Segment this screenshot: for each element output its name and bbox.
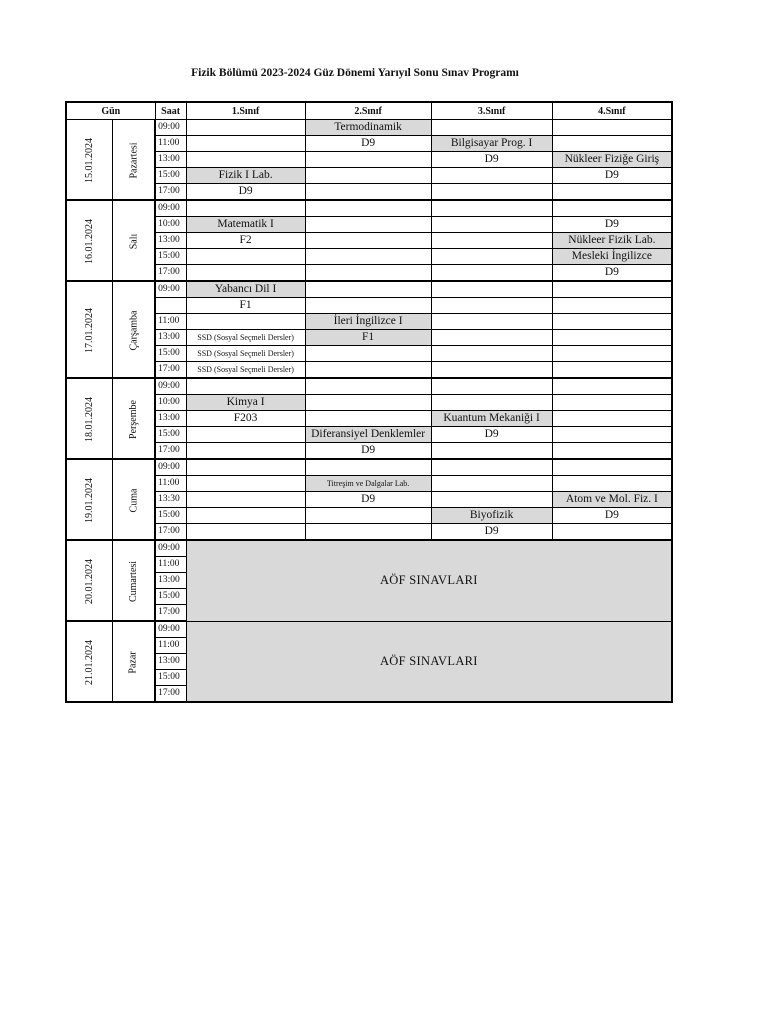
- empty-cell: [431, 395, 552, 411]
- exam-cell: Biyofizik: [431, 508, 552, 524]
- empty-cell: [305, 184, 431, 201]
- day-name: Perşembe: [128, 400, 140, 439]
- empty-cell: [431, 265, 552, 282]
- exam-cell: Yabancı Dil I: [186, 281, 305, 298]
- empty-cell: [186, 378, 305, 395]
- exam-cell: D9: [552, 217, 672, 233]
- schedule-row: [66, 492, 672, 508]
- empty-cell: [305, 281, 431, 298]
- empty-cell: [305, 395, 431, 411]
- time-cell: 13:00: [155, 573, 186, 589]
- time-cell: 17:00: [155, 362, 186, 379]
- empty-cell: [305, 168, 431, 184]
- empty-cell: [552, 427, 672, 443]
- exam-cell: Matematik I: [186, 217, 305, 233]
- time-cell: 13:00: [155, 233, 186, 249]
- exam-schedule-table: [65, 101, 673, 703]
- time-cell: 10:00: [155, 395, 186, 411]
- empty-cell: [431, 314, 552, 330]
- day-date: 19.01.2024: [84, 478, 95, 523]
- time-cell: 15:00: [155, 346, 186, 362]
- schedule-row: [66, 330, 672, 346]
- exam-cell: Titreşim ve Dalgalar Lab.: [305, 476, 431, 492]
- time-cell: 17:00: [155, 605, 186, 622]
- exam-cell: D9: [431, 524, 552, 541]
- class-header: 2.Sınıf: [305, 102, 431, 120]
- schedule-row: [66, 378, 672, 395]
- aof-exams-cell: AÖF SINAVLARI: [186, 540, 672, 621]
- empty-cell: [305, 265, 431, 282]
- exam-cell: Kuantum Mekaniği I: [431, 411, 552, 427]
- day-date-cell: [66, 120, 113, 201]
- day-name-cell: [113, 200, 156, 281]
- empty-cell: [186, 427, 305, 443]
- empty-cell: [186, 443, 305, 460]
- empty-cell: [552, 281, 672, 298]
- exam-cell: D9: [305, 443, 431, 460]
- empty-cell: [431, 168, 552, 184]
- day-name: Salı: [128, 233, 140, 250]
- exam-cell: SSD (Sosyal Seçmeli Dersler): [186, 330, 305, 346]
- exam-cell: D9: [305, 136, 431, 152]
- time-cell: 17:00: [155, 443, 186, 460]
- schedule-row: [66, 427, 672, 443]
- time-cell: 13:00: [155, 152, 186, 168]
- empty-cell: [431, 378, 552, 395]
- day-date: 18.01.2024: [84, 397, 95, 442]
- exam-cell: Diferansiyel Denklemler: [305, 427, 431, 443]
- exam-cell: D9: [552, 508, 672, 524]
- empty-cell: [305, 411, 431, 427]
- empty-cell: [186, 524, 305, 541]
- schedule-row: [66, 621, 672, 638]
- time-cell: 09:00: [155, 120, 186, 136]
- empty-cell: [186, 459, 305, 476]
- empty-cell: [305, 459, 431, 476]
- day-date: 16.01.2024: [84, 219, 95, 264]
- empty-cell: [552, 314, 672, 330]
- time-cell: 11:00: [155, 557, 186, 573]
- time-cell: 17:00: [155, 265, 186, 282]
- day-date-cell: [66, 378, 113, 459]
- empty-cell: [552, 330, 672, 346]
- exam-cell: SSD (Sosyal Seçmeli Dersler): [186, 346, 305, 362]
- time-cell: 11:00: [155, 314, 186, 330]
- empty-cell: [431, 184, 552, 201]
- day-name: Pazartesi: [128, 142, 140, 179]
- empty-cell: [431, 492, 552, 508]
- empty-cell: [431, 330, 552, 346]
- class-header: 4.Sınıf: [552, 102, 672, 120]
- empty-cell: [305, 362, 431, 379]
- exam-cell: D9: [552, 168, 672, 184]
- day-name: Cumartesi: [128, 560, 140, 603]
- schedule-row: [66, 459, 672, 476]
- schedule-row: [66, 152, 672, 168]
- time-cell: 09:00: [155, 378, 186, 395]
- day-date: 21.01.2024: [84, 640, 95, 685]
- exam-cell: Mesleki İngilizce: [552, 249, 672, 265]
- empty-cell: [186, 136, 305, 152]
- empty-cell: [552, 459, 672, 476]
- schedule-row: [66, 249, 672, 265]
- empty-cell: [431, 281, 552, 298]
- empty-cell: [552, 443, 672, 460]
- schedule-row: [66, 265, 672, 282]
- empty-cell: [431, 120, 552, 136]
- empty-cell: [431, 249, 552, 265]
- exam-cell: Kimya I: [186, 395, 305, 411]
- day-name-cell: [113, 459, 156, 540]
- time-cell: 13:30: [155, 492, 186, 508]
- time-cell: 10:00: [155, 217, 186, 233]
- empty-cell: [552, 524, 672, 541]
- exam-cell: D9: [186, 184, 305, 201]
- exam-cell: D9: [305, 492, 431, 508]
- schedule-row: [66, 217, 672, 233]
- day-date-cell: [66, 459, 113, 540]
- time-cell: 13:00: [155, 411, 186, 427]
- schedule-row: [66, 443, 672, 460]
- exam-cell: Nükleer Fiziğe Giriş: [552, 152, 672, 168]
- day-name: Cuma: [128, 488, 140, 513]
- schedule-row: [66, 362, 672, 379]
- day-header: Gün: [66, 102, 155, 120]
- empty-cell: [186, 492, 305, 508]
- empty-cell: [552, 200, 672, 217]
- empty-cell: [552, 411, 672, 427]
- schedule-row: [66, 346, 672, 362]
- day-date: 15.01.2024: [84, 138, 95, 183]
- schedule-row: [66, 184, 672, 201]
- schedule-row: [66, 411, 672, 427]
- schedule-row: [66, 298, 672, 314]
- class-header: 3.Sınıf: [431, 102, 552, 120]
- empty-cell: [431, 459, 552, 476]
- aof-exams-cell: AÖF SINAVLARI: [186, 621, 672, 702]
- exam-cell: SSD (Sosyal Seçmeli Dersler): [186, 362, 305, 379]
- exam-cell: Fizik I Lab.: [186, 168, 305, 184]
- exam-cell: Nükleer Fizik Lab.: [552, 233, 672, 249]
- day-name: Pazar: [128, 651, 140, 674]
- exam-cell: F203: [186, 411, 305, 427]
- empty-cell: [431, 346, 552, 362]
- exam-cell: F1: [186, 298, 305, 314]
- schedule-row: [66, 508, 672, 524]
- empty-cell: [305, 378, 431, 395]
- day-date: 17.01.2024: [84, 308, 95, 353]
- time-cell: 17:00: [155, 184, 186, 201]
- exam-cell: F1: [305, 330, 431, 346]
- time-cell: 15:00: [155, 589, 186, 605]
- empty-cell: [431, 362, 552, 379]
- empty-cell: [305, 346, 431, 362]
- exam-cell: Atom ve Mol. Fiz. I: [552, 492, 672, 508]
- time-cell: 11:00: [155, 136, 186, 152]
- empty-cell: [552, 120, 672, 136]
- time-header: Saat: [155, 102, 186, 120]
- empty-cell: [186, 314, 305, 330]
- time-cell: 13:00: [155, 654, 186, 670]
- empty-cell: [186, 265, 305, 282]
- time-cell: 17:00: [155, 686, 186, 703]
- schedule-row: [66, 233, 672, 249]
- time-cell: 15:00: [155, 670, 186, 686]
- day-date-cell: [66, 200, 113, 281]
- empty-cell: [552, 184, 672, 201]
- exam-cell: Termodinamik: [305, 120, 431, 136]
- schedule-row: [66, 540, 672, 557]
- time-cell: 09:00: [155, 200, 186, 217]
- day-name-cell: [113, 120, 156, 201]
- empty-cell: [552, 346, 672, 362]
- day-date-cell: [66, 621, 113, 702]
- header-row: [66, 102, 672, 120]
- schedule-row: [66, 524, 672, 541]
- schedule-row: [66, 314, 672, 330]
- empty-cell: [186, 120, 305, 136]
- empty-cell: [186, 249, 305, 265]
- time-cell: 17:00: [155, 524, 186, 541]
- empty-cell: [431, 200, 552, 217]
- empty-cell: [186, 200, 305, 217]
- day-name-cell: [113, 621, 156, 702]
- empty-cell: [186, 476, 305, 492]
- time-cell: 09:00: [155, 621, 186, 638]
- exam-cell: F2: [186, 233, 305, 249]
- schedule-row: [66, 281, 672, 298]
- schedule-row: [66, 168, 672, 184]
- empty-cell: [305, 217, 431, 233]
- schedule-row: [66, 200, 672, 217]
- empty-cell: [305, 298, 431, 314]
- day-name-cell: [113, 540, 156, 621]
- empty-cell: [552, 395, 672, 411]
- time-cell: 15:00: [155, 427, 186, 443]
- time-cell: 09:00: [155, 459, 186, 476]
- empty-cell: [186, 152, 305, 168]
- exam-cell: Bilgisayar Prog. I: [431, 136, 552, 152]
- exam-cell: D9: [552, 265, 672, 282]
- empty-cell: [431, 298, 552, 314]
- schedule-row: [66, 476, 672, 492]
- time-cell: 15:00: [155, 508, 186, 524]
- schedule-row: [66, 136, 672, 152]
- time-cell: 11:00: [155, 638, 186, 654]
- empty-cell: [552, 378, 672, 395]
- time-cell: 13:00: [155, 330, 186, 346]
- empty-cell: [552, 362, 672, 379]
- time-cell: 11:00: [155, 476, 186, 492]
- page-title: Fizik Bölümü 2023-2024 Güz Dönemi Yarıyıl Sonu Sınav Programı: [191, 67, 519, 79]
- empty-cell: [552, 298, 672, 314]
- day-name-cell: [113, 281, 156, 378]
- time-cell: 15:00: [155, 249, 186, 265]
- empty-cell: [431, 217, 552, 233]
- schedule-row: [66, 395, 672, 411]
- empty-cell: [305, 508, 431, 524]
- empty-cell: [186, 508, 305, 524]
- empty-cell: [552, 476, 672, 492]
- day-name: Çarşamba: [128, 310, 140, 351]
- exam-cell: İleri İngilizce I: [305, 314, 431, 330]
- empty-cell: [305, 152, 431, 168]
- time-cell: 15:00: [155, 168, 186, 184]
- empty-cell: [431, 476, 552, 492]
- empty-cell: [431, 443, 552, 460]
- day-date-cell: [66, 281, 113, 378]
- time-cell: 09:00: [155, 540, 186, 557]
- time-cell: 09:00: [155, 281, 186, 298]
- day-date-cell: [66, 540, 113, 621]
- exam-cell: D9: [431, 152, 552, 168]
- day-name-cell: [113, 378, 156, 459]
- day-date: 20.01.2024: [84, 559, 95, 604]
- class-header: 1.Sınıf: [186, 102, 305, 120]
- empty-cell: [305, 249, 431, 265]
- exam-cell: D9: [431, 427, 552, 443]
- empty-cell: [552, 136, 672, 152]
- empty-cell: [305, 233, 431, 249]
- empty-cell: [305, 200, 431, 217]
- schedule-row: [66, 120, 672, 136]
- time-cell: [155, 298, 186, 314]
- empty-cell: [431, 233, 552, 249]
- empty-cell: [305, 524, 431, 541]
